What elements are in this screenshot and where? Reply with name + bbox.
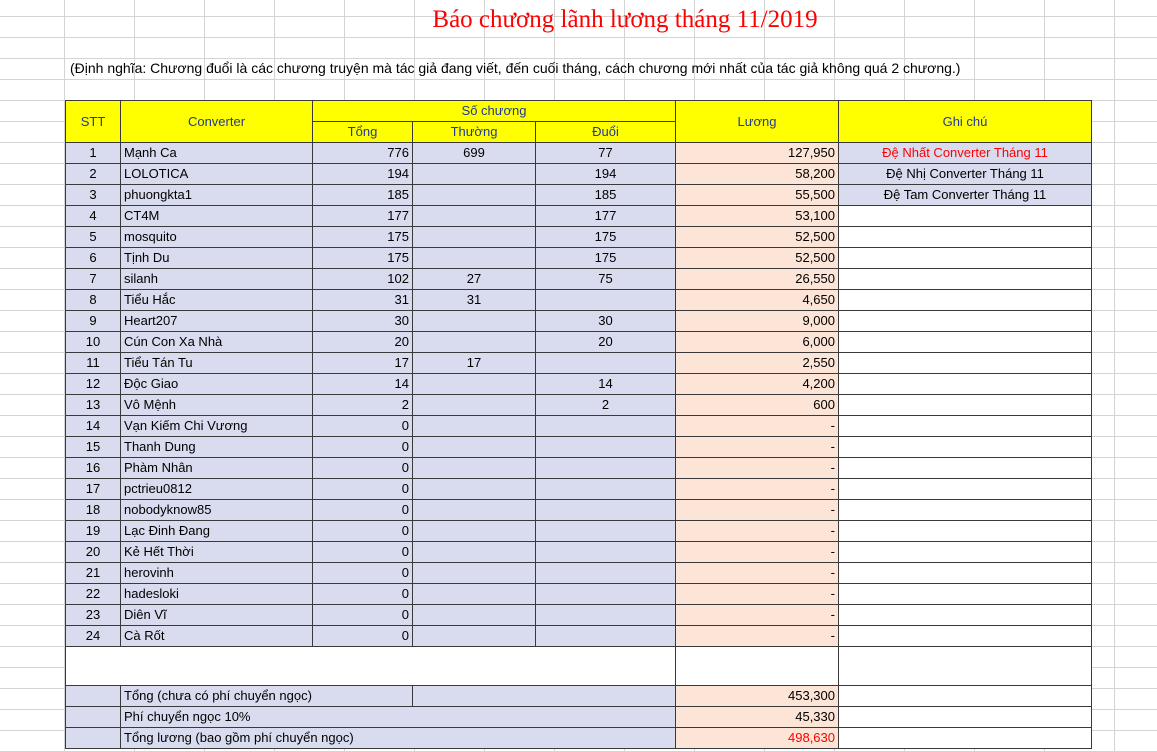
cell-ghi-chu[interactable]	[839, 626, 1092, 647]
cell-stt[interactable]: 12	[66, 374, 121, 395]
cell-converter[interactable]: Phàm Nhân	[121, 458, 313, 479]
spacer-cell[interactable]	[839, 647, 1092, 686]
cell-tong[interactable]: 17	[313, 353, 413, 374]
table-row	[66, 626, 1092, 647]
cell-ghi-chu[interactable]: Đệ Tam Converter Tháng 11	[839, 185, 1092, 206]
cell-tong[interactable]: 2	[313, 395, 413, 416]
cell-duoi[interactable]: 77	[536, 143, 676, 164]
cell-converter[interactable]: LOLOTICA	[121, 164, 313, 185]
cell-thuong[interactable]	[413, 332, 536, 353]
cell-duoi[interactable]: 75	[536, 269, 676, 290]
cell-duoi[interactable]	[536, 584, 676, 605]
cell-tong[interactable]: 0	[313, 479, 413, 500]
cell-ghi-chu[interactable]	[839, 311, 1092, 332]
table-row	[66, 395, 1092, 416]
summary-note-cell[interactable]	[839, 707, 1092, 728]
summary-stt-cell[interactable]	[66, 728, 121, 749]
cell-tong[interactable]: 0	[313, 500, 413, 521]
table-row	[66, 332, 1092, 353]
cell-converter[interactable]: Tiểu Hắc	[121, 290, 313, 311]
definition-note: (Định nghĩa: Chương đuổi là các chương truyện mà tác giả đang viết, đến cuối tháng, cách chương mới nhất của tác giả không quá 2 chương.)	[70, 60, 961, 76]
cell-stt[interactable]: 1	[66, 143, 121, 164]
summary-empty-cell[interactable]	[413, 686, 676, 707]
table-row	[66, 185, 1092, 206]
cell-ghi-chu[interactable]	[839, 458, 1092, 479]
cell-converter[interactable]: Mạnh Ca	[121, 143, 313, 164]
cell-tong[interactable]: 185	[313, 185, 413, 206]
table-row	[66, 374, 1092, 395]
cell-thuong[interactable]	[413, 542, 536, 563]
cell-duoi[interactable]: 2	[536, 395, 676, 416]
cell-luong[interactable]: 9,000	[676, 311, 839, 332]
cell-luong[interactable]: -	[676, 542, 839, 563]
cell-tong[interactable]: 776	[313, 143, 413, 164]
cell-stt[interactable]: 16	[66, 458, 121, 479]
cell-ghi-chu[interactable]	[839, 353, 1092, 374]
cell-luong[interactable]: 52,500	[676, 227, 839, 248]
cell-tong[interactable]: 0	[313, 542, 413, 563]
cell-thuong[interactable]	[413, 227, 536, 248]
cell-ghi-chu[interactable]	[839, 479, 1092, 500]
table-row	[66, 164, 1092, 185]
cell-luong[interactable]: 4,200	[676, 374, 839, 395]
table-row	[66, 584, 1092, 605]
cell-thuong[interactable]	[413, 626, 536, 647]
table-row	[66, 605, 1092, 626]
cell-ghi-chu[interactable]	[839, 563, 1092, 584]
spacer-row	[66, 647, 1092, 686]
cell-thuong[interactable]	[413, 479, 536, 500]
cell-luong[interactable]: -	[676, 563, 839, 584]
cell-converter[interactable]: herovinh	[121, 563, 313, 584]
cell-duoi[interactable]	[536, 353, 676, 374]
cell-ghi-chu[interactable]	[839, 500, 1092, 521]
cell-stt[interactable]: 21	[66, 563, 121, 584]
cell-ghi-chu[interactable]	[839, 332, 1092, 353]
cell-thuong[interactable]	[413, 458, 536, 479]
cell-duoi[interactable]: 175	[536, 227, 676, 248]
cell-stt[interactable]: 3	[66, 185, 121, 206]
cell-converter[interactable]: Tiểu Tán Tu	[121, 353, 313, 374]
cell-duoi[interactable]	[536, 290, 676, 311]
table-row	[66, 563, 1092, 584]
cell-thuong[interactable]	[413, 206, 536, 227]
cell-luong[interactable]: 4,650	[676, 290, 839, 311]
cell-tong[interactable]: 0	[313, 626, 413, 647]
summary-row-tong-luong	[66, 728, 1092, 749]
cell-ghi-chu[interactable]	[839, 269, 1092, 290]
cell-thuong[interactable]	[413, 248, 536, 269]
cell-stt[interactable]: 22	[66, 584, 121, 605]
table-row	[66, 227, 1092, 248]
cell-duoi[interactable]: 177	[536, 206, 676, 227]
cell-duoi[interactable]: 194	[536, 164, 676, 185]
header-thuong[interactable]: Thường	[413, 122, 536, 143]
cell-ghi-chu[interactable]	[839, 227, 1092, 248]
cell-luong[interactable]: 55,500	[676, 185, 839, 206]
cell-ghi-chu[interactable]	[839, 206, 1092, 227]
cell-ghi-chu[interactable]	[839, 290, 1092, 311]
cell-converter[interactable]: hadesloki	[121, 584, 313, 605]
table-row	[66, 206, 1092, 227]
cell-duoi[interactable]	[536, 458, 676, 479]
cell-duoi[interactable]: 30	[536, 311, 676, 332]
table-row	[66, 248, 1092, 269]
cell-duoi[interactable]: 14	[536, 374, 676, 395]
cell-tong[interactable]: 194	[313, 164, 413, 185]
table-row	[66, 521, 1092, 542]
cell-tong[interactable]: 0	[313, 605, 413, 626]
cell-thuong[interactable]	[413, 185, 536, 206]
cell-luong[interactable]: 26,550	[676, 269, 839, 290]
cell-duoi[interactable]	[536, 500, 676, 521]
cell-tong[interactable]: 0	[313, 416, 413, 437]
cell-stt[interactable]: 10	[66, 332, 121, 353]
cell-stt[interactable]: 14	[66, 416, 121, 437]
cell-converter[interactable]: Thanh Dung	[121, 437, 313, 458]
sheet-title: Báo chương lãnh lương tháng 11/2019	[432, 6, 818, 33]
cell-ghi-chu[interactable]	[839, 395, 1092, 416]
cell-converter[interactable]: Cún Con Xa Nhà	[121, 332, 313, 353]
header-tong[interactable]: Tổng	[313, 122, 413, 143]
cell-tong[interactable]: 30	[313, 311, 413, 332]
summary-value-tong-luong[interactable]: 498,630	[676, 728, 839, 749]
cell-converter[interactable]: silanh	[121, 269, 313, 290]
cell-ghi-chu[interactable]	[839, 437, 1092, 458]
summary-stt-cell[interactable]	[66, 686, 121, 707]
cell-tong[interactable]: 175	[313, 248, 413, 269]
cell-tong[interactable]: 175	[313, 227, 413, 248]
cell-thuong[interactable]	[413, 416, 536, 437]
header-so-chuong[interactable]: Số chương	[313, 101, 676, 122]
summary-note-cell[interactable]	[839, 686, 1092, 707]
cell-luong[interactable]: -	[676, 605, 839, 626]
salary-table	[65, 100, 1092, 749]
cell-luong[interactable]: -	[676, 500, 839, 521]
cell-stt[interactable]: 17	[66, 479, 121, 500]
cell-thuong[interactable]	[413, 437, 536, 458]
cell-stt[interactable]: 23	[66, 605, 121, 626]
cell-stt[interactable]: 7	[66, 269, 121, 290]
cell-duoi[interactable]	[536, 605, 676, 626]
cell-thuong[interactable]	[413, 521, 536, 542]
cell-luong[interactable]: -	[676, 458, 839, 479]
cell-tong[interactable]: 14	[313, 374, 413, 395]
cell-tong[interactable]: 0	[313, 584, 413, 605]
cell-thuong[interactable]	[413, 395, 536, 416]
cell-converter[interactable]: phuongkta1	[121, 185, 313, 206]
cell-luong[interactable]: 2,550	[676, 353, 839, 374]
cell-converter[interactable]: Cà Rốt	[121, 626, 313, 647]
cell-stt[interactable]: 11	[66, 353, 121, 374]
cell-ghi-chu[interactable]	[839, 542, 1092, 563]
cell-thuong[interactable]	[413, 563, 536, 584]
cell-duoi[interactable]	[536, 626, 676, 647]
summary-label-tong-luong[interactable]: Tổng lương (bao gồm phí chuyển ngọc)	[121, 728, 676, 749]
cell-luong[interactable]: 127,950	[676, 143, 839, 164]
cell-thuong[interactable]	[413, 311, 536, 332]
header-row-1	[66, 101, 1092, 122]
cell-duoi[interactable]	[536, 416, 676, 437]
cell-thuong[interactable]	[413, 164, 536, 185]
spacer-cell[interactable]	[676, 647, 839, 686]
cell-tong[interactable]: 20	[313, 332, 413, 353]
table-row	[66, 437, 1092, 458]
cell-thuong[interactable]	[413, 584, 536, 605]
header-stt[interactable]: STT	[66, 101, 121, 143]
cell-luong[interactable]: -	[676, 416, 839, 437]
cell-stt[interactable]: 4	[66, 206, 121, 227]
cell-duoi[interactable]	[536, 542, 676, 563]
cell-stt[interactable]: 2	[66, 164, 121, 185]
cell-ghi-chu[interactable]	[839, 584, 1092, 605]
cell-ghi-chu[interactable]	[839, 374, 1092, 395]
cell-duoi[interactable]	[536, 521, 676, 542]
table-row	[66, 143, 1092, 164]
cell-stt[interactable]: 8	[66, 290, 121, 311]
cell-thuong[interactable]	[413, 605, 536, 626]
table-row	[66, 500, 1092, 521]
cell-luong[interactable]: 53,100	[676, 206, 839, 227]
cell-converter[interactable]: Vạn Kiếm Chi Vương	[121, 416, 313, 437]
header-ghi-chu[interactable]: Ghi chú	[839, 101, 1092, 143]
table-row	[66, 353, 1092, 374]
cell-luong[interactable]: 600	[676, 395, 839, 416]
cell-stt[interactable]: 6	[66, 248, 121, 269]
cell-ghi-chu[interactable]	[839, 248, 1092, 269]
header-converter[interactable]: Converter	[121, 101, 313, 143]
summary-note-cell[interactable]	[839, 728, 1092, 749]
cell-thuong[interactable]: 31	[413, 290, 536, 311]
cell-duoi[interactable]: 175	[536, 248, 676, 269]
cell-luong[interactable]: 58,200	[676, 164, 839, 185]
cell-duoi[interactable]	[536, 563, 676, 584]
cell-tong[interactable]: 0	[313, 458, 413, 479]
cell-converter[interactable]: CT4M	[121, 206, 313, 227]
cell-tong[interactable]: 102	[313, 269, 413, 290]
cell-converter[interactable]: Lạc Đinh Đang	[121, 521, 313, 542]
cell-ghi-chu[interactable]	[839, 521, 1092, 542]
cell-tong[interactable]: 0	[313, 563, 413, 584]
table-row	[66, 479, 1092, 500]
cell-converter[interactable]: Tịnh Du	[121, 248, 313, 269]
cell-converter[interactable]: Độc Giao	[121, 374, 313, 395]
cell-ghi-chu[interactable]	[839, 605, 1092, 626]
cell-thuong[interactable]: 27	[413, 269, 536, 290]
cell-luong[interactable]: -	[676, 437, 839, 458]
table-row	[66, 290, 1092, 311]
cell-luong[interactable]: -	[676, 584, 839, 605]
cell-thuong[interactable]: 699	[413, 143, 536, 164]
cell-stt[interactable]: 19	[66, 521, 121, 542]
cell-stt[interactable]: 13	[66, 395, 121, 416]
cell-ghi-chu[interactable]: Đệ Nhị Converter Tháng 11	[839, 164, 1092, 185]
header-duoi[interactable]: Đuổi	[536, 122, 676, 143]
cell-stt[interactable]: 15	[66, 437, 121, 458]
summary-label-phi[interactable]: Phí chuyển ngọc 10%	[121, 707, 676, 728]
summary-value-tong[interactable]: 453,300	[676, 686, 839, 707]
cell-duoi[interactable]: 185	[536, 185, 676, 206]
cell-stt[interactable]: 5	[66, 227, 121, 248]
cell-luong[interactable]: -	[676, 626, 839, 647]
cell-stt[interactable]: 20	[66, 542, 121, 563]
cell-tong[interactable]: 0	[313, 437, 413, 458]
cell-converter[interactable]: nobodyknow85	[121, 500, 313, 521]
cell-converter[interactable]: Diên Vĩ	[121, 605, 313, 626]
cell-luong[interactable]: -	[676, 479, 839, 500]
cell-luong[interactable]: -	[676, 521, 839, 542]
cell-converter[interactable]: Vô Mệnh	[121, 395, 313, 416]
cell-thuong[interactable]	[413, 500, 536, 521]
cell-tong[interactable]: 0	[313, 521, 413, 542]
cell-thuong[interactable]: 17	[413, 353, 536, 374]
cell-converter[interactable]: Heart207	[121, 311, 313, 332]
summary-row-phi	[66, 707, 1092, 728]
summary-label-tong[interactable]: Tổng (chưa có phí chuyển ngọc)	[121, 686, 413, 707]
header-luong[interactable]: Lương	[676, 101, 839, 143]
cell-luong[interactable]: 6,000	[676, 332, 839, 353]
cell-stt[interactable]: 9	[66, 311, 121, 332]
cell-thuong[interactable]	[413, 374, 536, 395]
cell-converter[interactable]: Kẻ Hết Thời	[121, 542, 313, 563]
cell-tong[interactable]: 177	[313, 206, 413, 227]
cell-tong[interactable]: 31	[313, 290, 413, 311]
cell-ghi-chu[interactable]	[839, 416, 1092, 437]
cell-duoi[interactable]	[536, 437, 676, 458]
table-row	[66, 311, 1092, 332]
cell-luong[interactable]: 52,500	[676, 248, 839, 269]
spacer-cell[interactable]	[66, 647, 676, 686]
table-row	[66, 416, 1092, 437]
cell-duoi[interactable]	[536, 479, 676, 500]
cell-duoi[interactable]: 20	[536, 332, 676, 353]
cell-stt[interactable]: 24	[66, 626, 121, 647]
summary-value-phi[interactable]: 45,330	[676, 707, 839, 728]
cell-converter[interactable]: mosquito	[121, 227, 313, 248]
table-row	[66, 269, 1092, 290]
cell-stt[interactable]: 18	[66, 500, 121, 521]
table-row	[66, 542, 1092, 563]
table-row	[66, 458, 1092, 479]
summary-row-tong	[66, 686, 1092, 707]
cell-ghi-chu[interactable]: Đệ Nhất Converter Tháng 11	[839, 143, 1092, 164]
cell-converter[interactable]: pctrieu0812	[121, 479, 313, 500]
summary-stt-cell[interactable]	[66, 707, 121, 728]
